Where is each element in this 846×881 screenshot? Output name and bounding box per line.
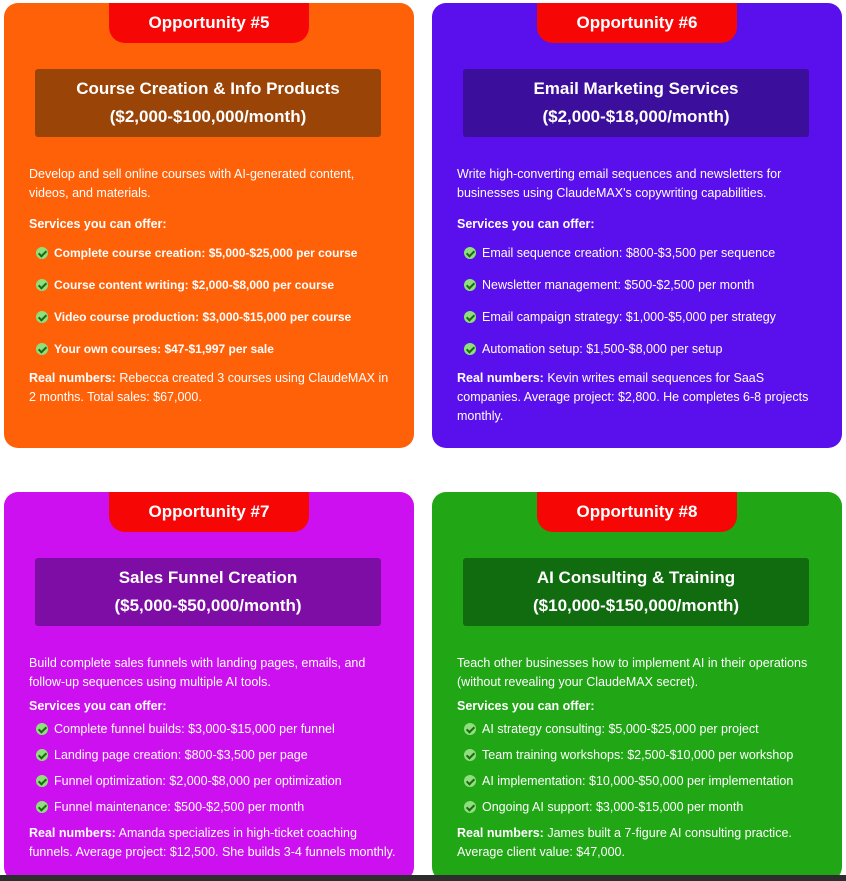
service-item	[29, 276, 396, 295]
opportunity-title-box	[35, 69, 381, 137]
real-numbers-text: James built a 7-figure AI consulting practice. Average client value: $47,000.	[457, 826, 792, 859]
check-circle-icon	[36, 749, 48, 761]
service-item	[457, 798, 824, 817]
service-item	[29, 244, 396, 263]
service-item-label: Newsletter management: $500-$2,500 per month	[482, 278, 755, 292]
real-numbers	[29, 824, 396, 862]
opportunity-card-7	[4, 492, 414, 881]
real-numbers	[29, 369, 396, 407]
opportunity-description: Build complete sales funnels with landing pages, emails, and follow-up sequences using multiple AI tools.	[29, 656, 366, 689]
services-list	[29, 244, 396, 359]
bottom-scroll-strip	[0, 875, 846, 881]
service-item	[29, 308, 396, 327]
service-item	[457, 720, 824, 739]
check-circle-icon	[464, 775, 476, 787]
service-item-label: Funnel maintenance: $500-$2,500 per month	[54, 800, 305, 814]
opportunity-ribbon: Opportunity #5	[109, 3, 309, 43]
opportunity-ribbon: Opportunity #7	[109, 492, 309, 532]
opportunity-description: Write high-converting email sequences and newsletters for businesses using ClaudeMAX's copywriting capabilities.	[457, 167, 782, 200]
services-list	[457, 244, 824, 359]
service-item-label: Your own courses: $47-$1,997 per sale	[54, 342, 274, 356]
service-item	[457, 772, 824, 791]
opportunity-title: Email Marketing Services	[533, 79, 739, 98]
opportunity-title-box	[35, 558, 381, 626]
check-circle-icon	[36, 311, 48, 323]
service-item	[29, 746, 396, 765]
opportunity-price-range: ($2,000-$18,000/month)	[542, 107, 730, 126]
opportunity-description: Teach other businesses how to implement AI in their operations (without revealing your ClaudeMAX secret).	[457, 656, 808, 689]
service-item-label: Funnel optimization: $2,000-$8,000 per optimization	[54, 774, 342, 788]
opportunity-description: Develop and sell online courses with AI-generated content, videos, and materials.	[29, 167, 355, 200]
service-item	[457, 746, 824, 765]
service-item-label: Automation setup: $1,500-$8,000 per setup	[482, 342, 723, 356]
opportunity-title-box	[463, 558, 809, 626]
opportunity-title: AI Consulting & Training	[536, 568, 736, 587]
opportunity-body	[457, 654, 824, 862]
opportunity-card-5	[4, 3, 414, 448]
check-circle-icon	[464, 749, 476, 761]
check-circle-icon	[36, 247, 48, 259]
opportunity-card-6	[432, 3, 842, 448]
real-numbers-label: Real numbers:	[457, 371, 544, 385]
service-item-label: Ongoing AI support: $3,000-$15,000 per month	[482, 800, 744, 814]
check-circle-icon	[36, 801, 48, 813]
opportunity-title-box	[463, 69, 809, 137]
check-circle-icon	[464, 723, 476, 735]
service-item	[457, 340, 824, 359]
check-circle-icon	[36, 343, 48, 355]
check-circle-icon	[464, 311, 476, 323]
opportunity-price-range: ($10,000-$150,000/month)	[533, 596, 739, 615]
opportunity-price-range: ($5,000-$50,000/month)	[114, 596, 302, 615]
services-heading: Services you can offer:	[29, 217, 167, 231]
service-item-label: Video course production: $3,000-$15,000 per course	[54, 310, 352, 324]
opportunity-title: Course Creation & Info Products	[76, 79, 340, 98]
service-item-label: Complete course creation: $5,000-$25,000 per course	[54, 246, 358, 260]
opportunity-body	[29, 654, 396, 862]
service-item-label: Email campaign strategy: $1,000-$5,000 per strategy	[482, 310, 776, 324]
opportunity-price-range: ($2,000-$100,000/month)	[109, 107, 307, 126]
real-numbers-text: Kevin writes email sequences for SaaS companies. Average project: $2,800. He completes 6-8 projects monthly.	[457, 371, 809, 423]
service-item-label: AI implementation: $10,000-$50,000 per implementation	[482, 774, 794, 788]
check-circle-icon	[464, 801, 476, 813]
service-item	[457, 308, 824, 327]
real-numbers-text: Rebecca created 3 courses using ClaudeMAX in 2 months. Total sales: $67,000.	[29, 371, 389, 404]
opportunity-ribbon: Opportunity #8	[537, 492, 737, 532]
check-circle-icon	[464, 279, 476, 291]
opportunity-ribbon: Opportunity #6	[537, 3, 737, 43]
check-circle-icon	[36, 775, 48, 787]
check-circle-icon	[464, 247, 476, 259]
service-item-label: Landing page creation: $800-$3,500 per page	[54, 748, 308, 762]
real-numbers	[457, 824, 824, 862]
services-list	[457, 720, 824, 817]
opportunity-title: Sales Funnel Creation	[118, 568, 298, 587]
real-numbers-label: Real numbers:	[457, 826, 544, 840]
service-item	[29, 340, 396, 359]
services-heading: Services you can offer:	[457, 217, 595, 231]
service-item	[29, 772, 396, 791]
service-item	[457, 276, 824, 295]
check-circle-icon	[36, 723, 48, 735]
service-item-label: Team training workshops: $2,500-$10,000 per workshop	[482, 748, 794, 762]
real-numbers-label: Real numbers:	[29, 371, 116, 385]
service-item-label: Email sequence creation: $800-$3,500 per sequence	[482, 246, 776, 260]
service-item	[457, 244, 824, 263]
service-item-label: Course content writing: $2,000-$8,000 per course	[54, 278, 335, 292]
opportunity-body	[457, 165, 824, 426]
real-numbers-label: Real numbers:	[29, 826, 116, 840]
services-heading: Services you can offer:	[457, 699, 595, 713]
services-heading: Services you can offer:	[29, 699, 167, 713]
service-item-label: Complete funnel builds: $3,000-$15,000 per funnel	[54, 722, 335, 736]
real-numbers	[457, 369, 824, 426]
opportunity-card-8	[432, 492, 842, 881]
check-circle-icon	[36, 279, 48, 291]
service-item	[29, 798, 396, 817]
check-circle-icon	[464, 343, 476, 355]
real-numbers-text: Amanda specializes in high-ticket coaching funnels. Average project: $12,500. She builds 3-4 funnels monthly.	[29, 826, 396, 859]
service-item-label: AI strategy consulting: $5,000-$25,000 per project	[482, 722, 759, 736]
services-list	[29, 720, 396, 817]
service-item	[29, 720, 396, 739]
opportunity-body	[29, 165, 396, 407]
